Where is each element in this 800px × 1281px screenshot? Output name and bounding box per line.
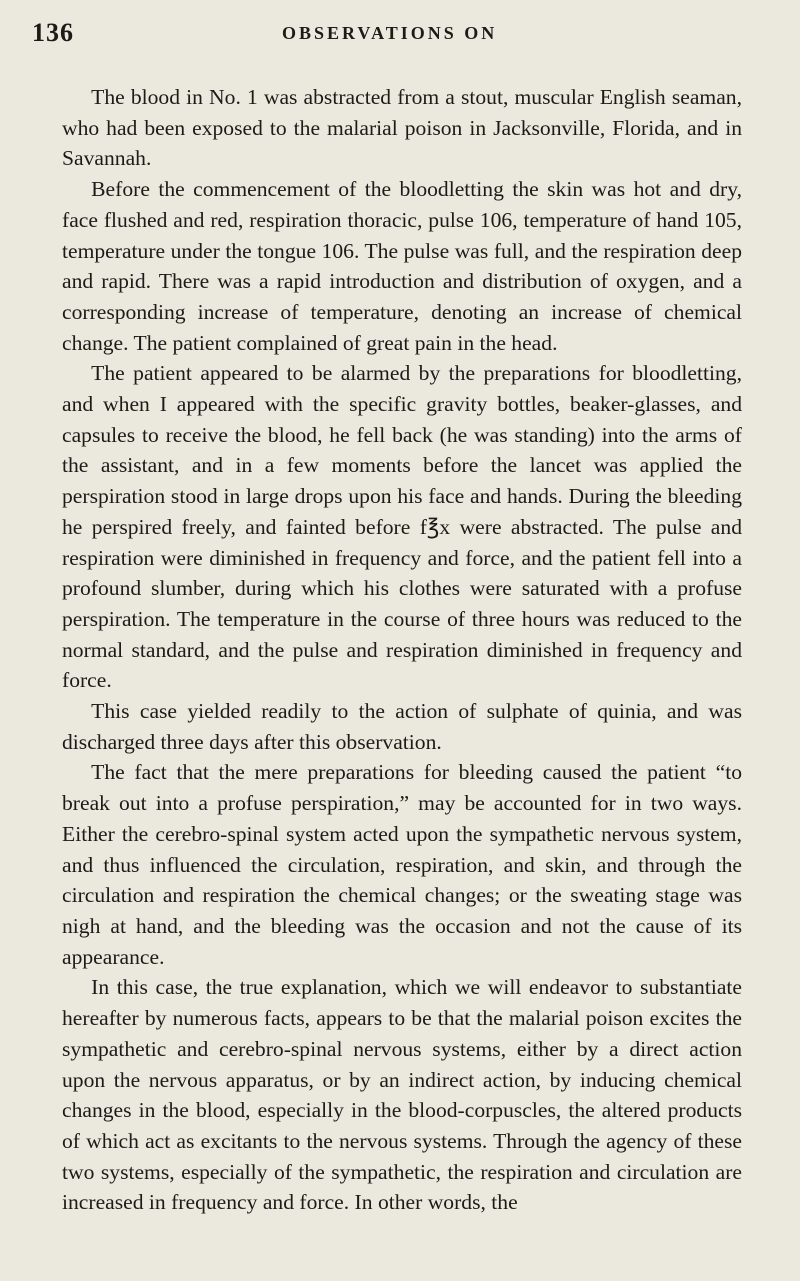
paragraph: The fact that the mere preparations for bleeding caused the patient “to break out into a profuse perspiration,” may be accounted for in two ways. Either the cerebro-spinal system acted upon the sympathetic nervous system, and thus influenced the circulation, respiration, and skin, and through the circulation and respiration the chemical changes; or the sweating stage was nigh at hand, and the bleeding was the occasion and not the cause of its appearance. (62, 760, 742, 969)
paragraph: Before the commencement of the bloodletting the skin was hot and dry, face flushed and red, respiration thoracic, pulse 106, temperature of hand 105, temperature under the tongue 106. The pulse was full, and the respiration deep and rapid. There was a rapid introduction and distribution of oxygen, and a corresponding increase of temperature, denoting an increase of chemical change. The patient complained of great pain in the head. (62, 177, 742, 355)
running-head: OBSERVATIONS ON (282, 23, 498, 43)
paragraph: The patient appeared to be alarmed by the preparations for bloodletting, and when I appeared with the specific gravity bottles, beaker-glasses, and capsules to receive the blood, he fell back (he was standing) into the arms of the assistant, and in a few moments before the lancet was applied the perspiration stood in large drops upon his face and hands. During the bleeding he perspired freely, and fainted before f℥x were abstracted. The pulse and respiration were diminished in frequency and force, and the patient fell into a profound slumber, during which his clothes were saturated with a profuse perspiration. The temperature in the course of three hours was reduced to the normal standard, and the pulse and respiration diminished in frequency and force. (62, 361, 742, 693)
paragraph: This case yielded readily to the action of sulphate of quinia, and was discharged three days after this observation. (62, 699, 742, 754)
paragraph: The blood in No. 1 was abstracted from a stout, muscular English seaman, who had been exposed to the malarial poison in Jacksonville, Florida, and in Savannah. (62, 85, 742, 171)
paragraph: In this case, the true explanation, which we will endeavor to substantiate hereafter by numerous facts, appears to be that the malarial poison excites the sympathetic and cerebro-spinal nervous systems, either by a direct action upon the nervous apparatus, or by an indirect action, by inducing chemical changes in the blood, especially in the blood-corpuscles, the altered products of which act as excitants to the nervous systems. Through the agency of these two systems, especially of the sympathetic, the respiration and circulation are increased in frequency and force. In other words, the (62, 975, 742, 1215)
page-number: 136 (32, 18, 74, 47)
body-text (62, 82, 742, 1218)
page-header (32, 18, 772, 58)
